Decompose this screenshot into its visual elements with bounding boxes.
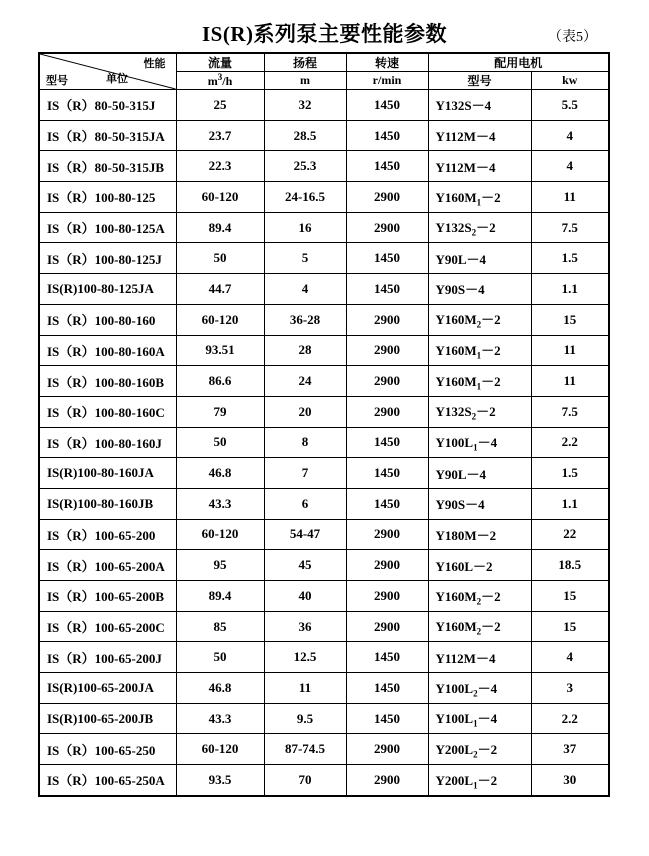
motor-text: －2 [477,772,498,788]
motor-subscript: 1 [473,780,478,791]
power-cell: 7.5 [531,396,609,427]
power-cell: 11 [531,182,609,213]
speed-cell: 1450 [346,488,428,519]
table-row [39,734,609,765]
header-performance: 性能 [143,58,166,70]
motor-text: Y90S－4 [435,497,485,513]
motor-text: Y200L [435,772,474,788]
motor-cell [428,488,531,519]
model-cell: IS（R）100-65-250A [39,765,176,796]
motor-text: －2 [481,189,501,205]
speed-cell: 2900 [346,396,428,427]
power-cell: 15 [531,581,609,612]
header-flow-unit [176,72,264,90]
motor-cell [428,366,531,397]
motor-text: －4 [477,680,498,696]
motor-cell [428,396,531,427]
motor-cell [428,765,531,796]
speed-cell: 2900 [346,182,428,213]
speed-cell: 1450 [346,274,428,305]
flow-cell: 93.5 [176,765,264,796]
motor-subscript: 2 [471,227,477,238]
motor-cell [428,274,531,305]
motor-subscript: 1 [473,442,478,453]
header-row-1 [39,53,609,72]
head-cell: 28.5 [264,120,346,151]
flow-cell: 43.3 [176,488,264,519]
flow-cell: 46.8 [176,673,264,704]
power-cell: 1.5 [531,458,609,489]
flow-cell: 79 [176,396,264,427]
power-cell: 22 [531,519,609,550]
model-cell: IS（R）100-65-200 [39,519,176,550]
head-cell: 12.5 [264,642,346,673]
model-cell: IS(R)100-65-200JB [39,703,176,734]
flow-cell: 93.51 [176,335,264,366]
table-row [39,458,609,489]
header-speed-unit: r/min [346,72,428,90]
speed-cell: 2900 [346,212,428,243]
flow-cell: 89.4 [176,212,264,243]
model-cell: IS（R）100-65-200B [39,581,176,612]
motor-text: －4 [477,435,498,451]
flow-cell: 95 [176,550,264,581]
motor-cell [428,673,531,704]
motor-text: －2 [481,312,501,328]
model-cell: IS(R)100-80-160JA [39,458,176,489]
head-cell: 36-28 [264,304,346,335]
head-cell: 25.3 [264,151,346,182]
power-cell: 2.2 [531,427,609,458]
motor-text: Y100L [435,435,474,451]
motor-text: Y180M－2 [435,527,497,543]
motor-cell [428,120,531,151]
motor-text: Y160L－2 [435,558,493,574]
power-cell: 1.5 [531,243,609,274]
model-cell: IS(R)100-65-200JA [39,673,176,704]
flow-cell: 60-120 [176,182,264,213]
table-row [39,550,609,581]
speed-cell: 2900 [346,304,428,335]
motor-cell [428,427,531,458]
motor-text: Y160M [435,312,477,328]
motor-cell [428,304,531,335]
motor-text: Y160M [435,343,477,359]
diagonal-header-cell [39,53,176,90]
motor-text: Y112M－4 [435,650,496,666]
table-row [39,182,609,213]
table-row [39,611,609,642]
flow-cell: 60-120 [176,519,264,550]
power-cell: 4 [531,120,609,151]
motor-text: Y90L－4 [435,251,487,267]
motor-cell [428,151,531,182]
speed-cell: 2900 [346,550,428,581]
flow-cell: 50 [176,243,264,274]
speed-cell: 1450 [346,458,428,489]
flow-cell: 89.4 [176,581,264,612]
model-cell: IS(R)100-80-125JA [39,274,176,305]
power-cell: 15 [531,611,609,642]
table-row [39,427,609,458]
flow-unit-base: m [207,74,218,88]
motor-subscript: 2 [476,626,482,637]
speed-cell: 2900 [346,765,428,796]
motor-text: －2 [476,220,496,236]
flow-cell: 86.6 [176,366,264,397]
header-head: 扬程 [264,53,346,72]
flow-cell: 23.7 [176,120,264,151]
flow-cell: 60-120 [176,304,264,335]
model-cell: IS（R）100-80-160A [39,335,176,366]
speed-cell: 1450 [346,642,428,673]
table-row [39,765,609,796]
table-row [39,212,609,243]
head-cell: 7 [264,458,346,489]
power-cell: 5.5 [531,90,609,121]
motor-text: Y90L－4 [435,466,487,482]
table-row [39,243,609,274]
head-cell: 87-74.5 [264,734,346,765]
table-row [39,151,609,182]
motor-text: －2 [481,619,501,635]
motor-text: －2 [481,373,501,389]
head-cell: 11 [264,673,346,704]
speed-cell: 1450 [346,120,428,151]
flow-cell: 25 [176,90,264,121]
head-cell: 5 [264,243,346,274]
flow-cell: 22.3 [176,151,264,182]
motor-subscript: 1 [476,197,482,208]
motor-text: －4 [477,711,498,727]
head-cell: 20 [264,396,346,427]
head-cell: 45 [264,550,346,581]
flow-cell: 43.3 [176,703,264,734]
flow-cell: 44.7 [176,274,264,305]
model-cell: IS（R）80-50-315JA [39,120,176,151]
model-cell: IS（R）100-80-125 [39,182,176,213]
motor-text: Y132S－4 [435,98,492,114]
header-speed: 转速 [346,53,428,72]
head-cell: 24 [264,366,346,397]
motor-text: －2 [481,343,501,359]
table-row [39,90,609,121]
motor-cell [428,519,531,550]
motor-text: Y112M－4 [435,129,496,145]
head-cell: 8 [264,427,346,458]
power-cell: 1.1 [531,274,609,305]
table-row [39,642,609,673]
motor-text: Y160M [435,619,477,635]
motor-subscript: 2 [476,319,482,330]
motor-text: Y160M [435,588,477,604]
motor-text: Y100L [435,680,474,696]
model-cell: IS(R)100-80-160JB [39,488,176,519]
power-cell: 15 [531,304,609,335]
motor-text: －2 [476,404,496,420]
header-flow: 流量 [176,53,264,72]
head-cell: 16 [264,212,346,243]
motor-cell [428,458,531,489]
power-cell: 1.1 [531,488,609,519]
motor-subscript: 2 [471,412,477,423]
header-unit: 单位 [106,73,128,85]
table-row [39,304,609,335]
speed-cell: 2900 [346,734,428,765]
head-cell: 28 [264,335,346,366]
head-cell: 4 [264,274,346,305]
motor-text: Y160M [435,373,477,389]
table-row [39,673,609,704]
speed-cell: 1450 [346,673,428,704]
power-cell: 18.5 [531,550,609,581]
header-motor-model: 型号 [428,72,531,90]
head-cell: 70 [264,765,346,796]
motor-cell [428,611,531,642]
speed-cell: 2900 [346,581,428,612]
motor-text: Y200L [435,741,474,757]
model-cell: IS（R）80-50-315JB [39,151,176,182]
speed-cell: 2900 [346,611,428,642]
performance-table [38,52,610,797]
power-cell: 4 [531,151,609,182]
motor-text: －2 [477,741,498,757]
motor-text: Y112M－4 [435,159,496,175]
model-cell: IS（R）100-65-200J [39,642,176,673]
table-row [39,274,609,305]
speed-cell: 1450 [346,151,428,182]
flow-unit-sup: 3 [217,72,223,82]
table-number: （表5） [548,30,597,45]
motor-text: Y132S [435,220,472,236]
motor-text: Y100L [435,711,474,727]
power-cell: 30 [531,765,609,796]
head-cell: 36 [264,611,346,642]
speed-cell: 1450 [346,703,428,734]
motor-cell [428,182,531,213]
model-cell: IS（R）100-80-160C [39,396,176,427]
model-cell: IS（R）100-65-200C [39,611,176,642]
model-cell: IS（R）100-80-125J [39,243,176,274]
power-cell: 11 [531,366,609,397]
table-row [39,396,609,427]
motor-text: Y160M [435,189,477,205]
speed-cell: 1450 [346,243,428,274]
flow-cell: 46.8 [176,458,264,489]
head-cell: 54-47 [264,519,346,550]
flow-unit-tail: /h [222,74,233,88]
motor-cell [428,335,531,366]
power-cell: 7.5 [531,212,609,243]
model-cell: IS（R）100-80-160J [39,427,176,458]
motor-cell [428,703,531,734]
table-row [39,488,609,519]
motor-subscript: 1 [476,381,482,392]
motor-text: Y90S－4 [435,282,485,298]
power-cell: 37 [531,734,609,765]
motor-subscript: 1 [473,718,478,729]
table-row [39,120,609,151]
flow-cell: 50 [176,427,264,458]
speed-cell: 1450 [346,90,428,121]
header-power-unit: kw [531,72,609,90]
motor-cell [428,642,531,673]
model-cell: IS（R）100-80-160B [39,366,176,397]
table-row [39,335,609,366]
motor-subscript: 2 [476,596,482,607]
model-cell: IS（R）100-65-250 [39,734,176,765]
motor-subscript: 2 [473,749,478,760]
motor-cell [428,734,531,765]
header-model: 型号 [46,75,68,87]
motor-text: －2 [481,588,501,604]
header-motor: 配用电机 [428,53,609,72]
motor-cell [428,212,531,243]
power-cell: 4 [531,642,609,673]
motor-text: Y132S [435,404,472,420]
head-cell: 40 [264,581,346,612]
motor-subscript: 2 [473,688,478,699]
head-cell: 24-16.5 [264,182,346,213]
table-row [39,519,609,550]
table-row [39,703,609,734]
motor-cell [428,243,531,274]
motor-subscript: 1 [476,350,482,361]
power-cell: 11 [531,335,609,366]
motor-cell [428,581,531,612]
model-cell: IS（R）100-80-125A [39,212,176,243]
table-row [39,581,609,612]
speed-cell: 2900 [346,519,428,550]
model-cell: IS（R）80-50-315J [39,90,176,121]
speed-cell: 2900 [346,335,428,366]
motor-cell [428,550,531,581]
power-cell: 3 [531,673,609,704]
head-cell: 9.5 [264,703,346,734]
table-row [39,366,609,397]
head-cell: 32 [264,90,346,121]
motor-cell [428,90,531,121]
speed-cell: 1450 [346,427,428,458]
head-cell: 6 [264,488,346,519]
power-cell: 2.2 [531,703,609,734]
flow-cell: 85 [176,611,264,642]
flow-cell: 60-120 [176,734,264,765]
page-title: IS(R)系列泵主要性能参数 [201,22,447,46]
header-head-unit: m [264,72,346,90]
model-cell: IS（R）100-80-160 [39,304,176,335]
speed-cell: 2900 [346,366,428,397]
flow-cell: 50 [176,642,264,673]
model-cell: IS（R）100-65-200A [39,550,176,581]
